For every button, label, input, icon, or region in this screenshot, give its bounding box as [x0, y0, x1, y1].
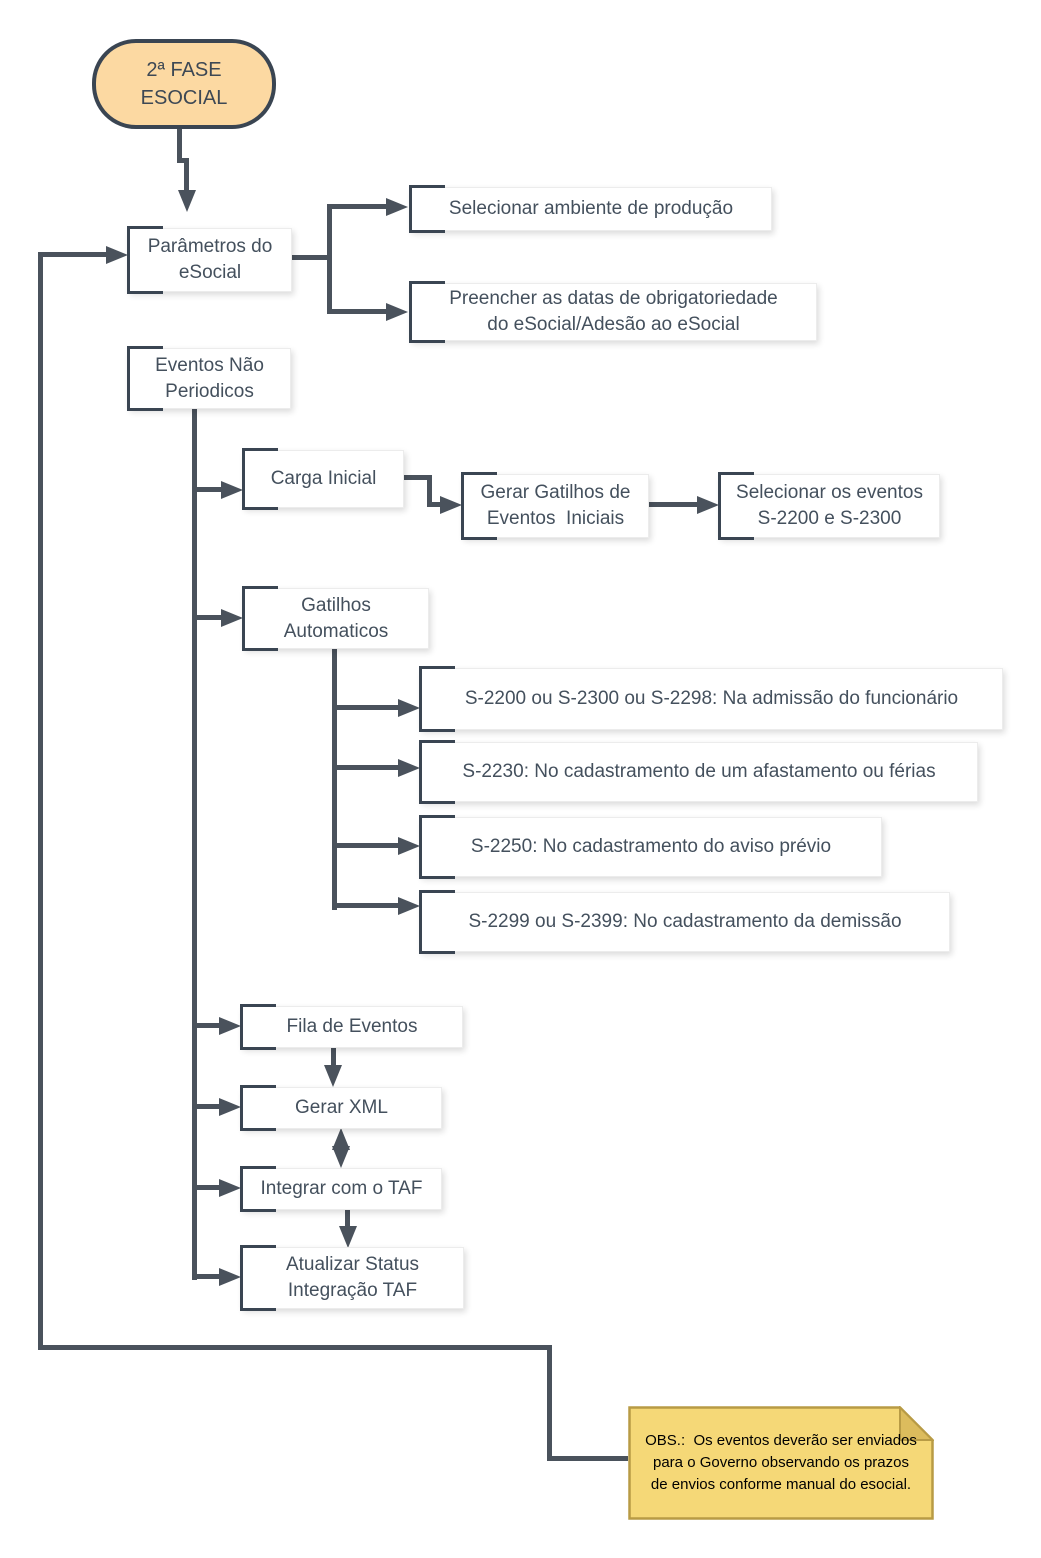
connector-segment	[345, 1208, 350, 1228]
node-gatilhos-automaticos	[243, 588, 429, 649]
connector-segment	[38, 252, 43, 1350]
node-label: S-2230: No cadastramento de um afastamento ou férias	[462, 761, 936, 783]
node-label: Gerar XML	[295, 1097, 388, 1119]
arrowhead-down	[178, 190, 196, 212]
node-integrar-taf	[241, 1168, 442, 1210]
note-text	[632, 1406, 930, 1520]
node-label-line: Eventos Iniciais	[486, 508, 625, 529]
arrowhead-down	[324, 1065, 342, 1087]
node-selecionar-ambiente	[410, 187, 772, 231]
node-preencher-datas	[410, 283, 817, 341]
connector-segment	[38, 1345, 552, 1350]
note-text-line: para o Governo observando os prazos	[653, 1454, 909, 1472]
arrowhead-right	[386, 198, 408, 216]
node-fila-de-eventos	[241, 1006, 463, 1048]
node-label-line: 2ª FASE	[146, 59, 222, 81]
node-label: S-2299 ou S-2399: No cadastramento da demissão	[468, 911, 902, 933]
arrowhead-right	[106, 246, 128, 264]
connector-segment	[192, 1185, 220, 1190]
node-label-line: Integração TAF	[287, 1280, 418, 1301]
node-label-line: eSocial	[178, 262, 242, 283]
node-label: Carga Inicial	[270, 468, 377, 490]
node-selecionar-eventos	[719, 474, 940, 538]
node-label-line: Parâmetros do	[147, 236, 273, 258]
node-label-line: Preencher as datas de obrigatoriedade	[449, 288, 778, 310]
node-atualizar-status	[241, 1247, 464, 1309]
arrowhead-right	[219, 1098, 241, 1116]
node-gerar-xml	[241, 1087, 442, 1129]
arrowhead-down	[332, 1146, 350, 1168]
arrowhead-right	[221, 481, 243, 499]
node-label: Integrar com o TAF	[260, 1178, 423, 1200]
connector-segment	[192, 1274, 220, 1279]
node-label-line: do eSocial/Adesão ao eSocial	[487, 314, 740, 335]
node-parametros-esocial	[128, 228, 292, 292]
node-label-line: Gatilhos	[301, 594, 371, 616]
node-label-line: Eventos Não	[155, 354, 264, 376]
connector-segment	[547, 1456, 628, 1461]
connector-segment	[332, 903, 398, 908]
arrowhead-right	[398, 759, 420, 777]
node-label: Fila de Eventos	[286, 1016, 418, 1038]
connector-segment	[192, 487, 222, 492]
node-start	[92, 39, 276, 129]
node-gatilho-demissao	[420, 892, 950, 952]
connector-segment	[332, 646, 337, 910]
arrowhead-right	[697, 496, 719, 514]
connector-segment	[327, 204, 332, 314]
node-label: S-2250: No cadastramento do aviso prévio	[470, 836, 832, 858]
connector-segment	[38, 252, 108, 257]
connector-segment	[332, 765, 398, 770]
arrowhead-down	[339, 1226, 357, 1248]
connector-segment	[290, 255, 330, 260]
connector-segment	[192, 615, 222, 620]
connector-segment	[331, 1046, 336, 1067]
node-label-line: Gerar Gatilhos de	[480, 482, 631, 504]
node-label: S-2200 ou S-2300 ou S-2298: Na admissão do funcionário	[464, 688, 959, 710]
node-gatilho-admissao	[420, 668, 1003, 730]
note-obs	[628, 1406, 934, 1520]
note-text-line: OBS.: Os eventos deverão ser enviados	[645, 1432, 917, 1450]
connector-segment	[184, 158, 189, 192]
node-label-line: Periodicos	[165, 380, 254, 402]
node-label-line: Automaticos	[283, 620, 389, 642]
connector-segment	[327, 309, 387, 314]
connector-segment	[547, 1345, 552, 1461]
connector-segment	[192, 1023, 220, 1028]
node-label-line: Atualizar Status	[285, 1254, 420, 1276]
connector-segment	[332, 705, 398, 710]
connector-segment	[192, 406, 197, 1280]
arrowhead-right	[398, 699, 420, 717]
arrowhead-right	[386, 303, 408, 321]
arrowhead-right	[398, 897, 420, 915]
node-label-line: Selecionar os eventos	[736, 482, 923, 504]
arrowhead-right	[219, 1268, 241, 1286]
node-gatilho-aviso-previo	[420, 817, 882, 877]
node-gatilho-afastamento	[420, 742, 978, 802]
node-eventos-nao-periodicos	[128, 348, 291, 409]
arrowhead-right	[221, 609, 243, 627]
connector-segment	[647, 502, 697, 507]
note-text-line: de envios conforme manual do esocial.	[650, 1475, 912, 1493]
connector-segment	[327, 204, 387, 209]
connector-segment	[332, 843, 398, 848]
connector-segment	[192, 1104, 220, 1109]
arrowhead-right	[440, 496, 462, 514]
node-gerar-gatilhos	[462, 474, 649, 538]
arrowhead-right	[398, 837, 420, 855]
node-label-line: S-2200 e S-2300	[757, 508, 902, 529]
node-label: Selecionar ambiente de produção	[448, 198, 734, 220]
node-label-line: ESOCIAL	[140, 87, 228, 109]
arrowhead-right	[219, 1179, 241, 1197]
arrowhead-right	[219, 1017, 241, 1035]
node-carga-inicial	[243, 450, 404, 508]
